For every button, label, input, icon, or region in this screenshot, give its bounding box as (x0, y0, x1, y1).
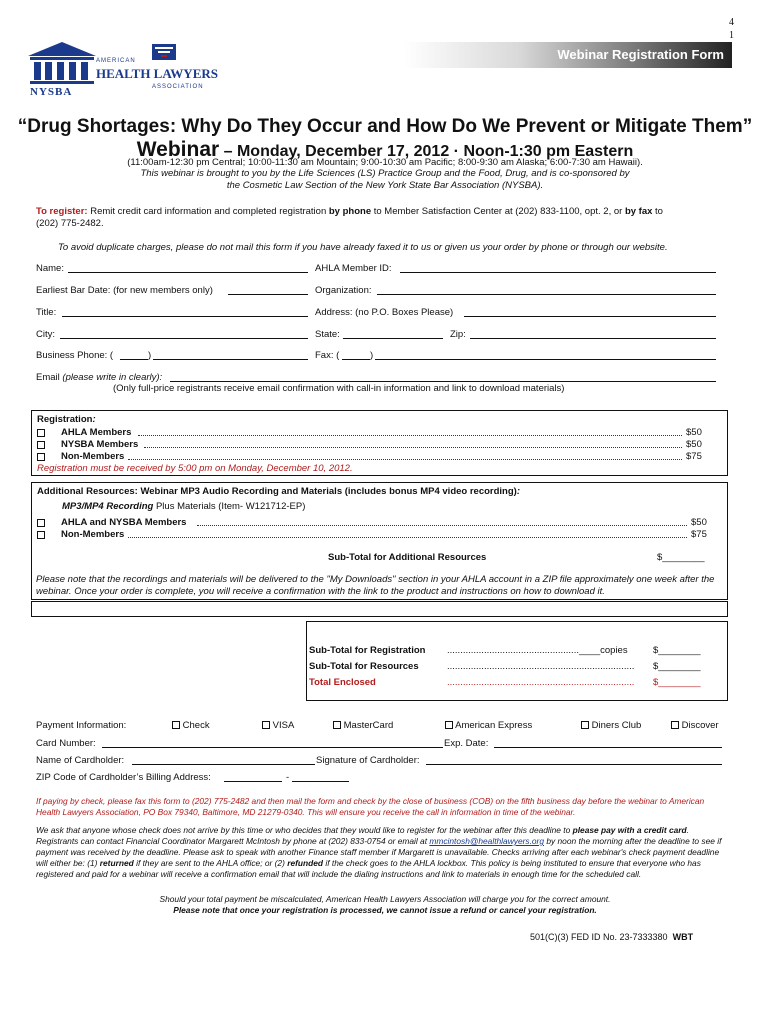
billing-zip-field[interactable] (224, 781, 282, 782)
spacer-box (31, 601, 728, 617)
amex-option-label: American Express (455, 720, 533, 731)
additional-resources-section (31, 482, 728, 600)
mastercard-option[interactable] (333, 720, 393, 731)
nysba-members-price: $50 (686, 439, 702, 450)
form-code: WBT (672, 932, 694, 942)
fed-id (530, 932, 693, 942)
ahla-members-checkbox[interactable] (37, 428, 45, 439)
dot-leader (197, 518, 687, 526)
policy-text-3: by noon the morning after the deadline to see if payment was received by the deadline. Please ask to speak with another Finance staff member if Margarett is unavailable. Checks arriving after each webinar's check payment deadline will either be: (1) (36, 836, 722, 868)
policy-returned: returned (99, 858, 134, 868)
duplicate-charge-warning: To avoid duplicate charges, please do not mail this form if you have already faxed it to us or given us your order by phone or through our website. (58, 242, 668, 253)
resources-subtotal-summary-label: Sub-Total for Resources (309, 661, 419, 672)
policy-text-5: if the check goes to the AHLA lockbox. This policy is being instituted to ensure that everyone who has registered and paid for a webinar will receive a confirmation email that will include the dialing instructions and link to materials in enough time for the scheduled call. (36, 858, 701, 879)
title-label: Title: (36, 307, 57, 318)
exp-date-label: Exp. Date: (444, 738, 489, 749)
non-members-price: $75 (686, 451, 702, 462)
dot-leader (128, 452, 682, 460)
card-number-field[interactable] (102, 747, 443, 748)
ahla-members-price: $50 (686, 427, 702, 438)
cardholder-field[interactable] (132, 764, 315, 765)
resources-subtotal-label: Sub-Total for Additional Resources (328, 552, 487, 563)
visa-option-label: VISA (272, 720, 295, 731)
fax-number-text: (202) 775-2482. (36, 218, 104, 229)
dot-leader (128, 530, 687, 538)
late-payment-policy (36, 825, 728, 880)
diners-option[interactable] (581, 720, 641, 731)
additional-heading-colon: : (516, 486, 520, 497)
registration-copies-field[interactable]: ..................................................____copies (447, 645, 628, 656)
visa-option[interactable] (262, 720, 294, 731)
email-field[interactable] (170, 381, 716, 382)
registration-heading-colon: : (92, 414, 96, 425)
sponsor-line-2: the Cosmetic Law Section of the New York State Bar Association (NYSBA). (226, 180, 544, 191)
email-label (36, 372, 162, 383)
fax-paren: ) (370, 350, 374, 361)
email-note: (please write in clearly): (62, 372, 163, 383)
nysba-wordmark: NYSBA (30, 86, 73, 98)
business-phone-paren: ) (148, 350, 152, 361)
additional-heading-text: Additional Resources: Webinar MP3 Audio Recording and Materials (includes bonus MP4 video recording) (37, 486, 517, 497)
ahla-nysba-members-price: $50 (691, 517, 707, 528)
member-id-label: AHLA Member ID: (315, 263, 392, 274)
ahla-word-american: AMERICAN (96, 58, 136, 64)
checkbox-icon (262, 721, 270, 729)
download-note: Please note that the recordings and materials will be delivered to the "My Downloads" section in your AHLA account in a ZIP file approximately one week after the webinar. Once your order is complete, you will receive a confirmation with the link to the product and instructions on how to download it. (36, 574, 715, 597)
registration-heading-text: Registration (37, 414, 93, 425)
sponsor-line-1: This webinar is brought to you by the Life Sciences (LS) Practice Group and the Food, Drug, and is co-sponsored by (140, 168, 630, 179)
dot-leader: ....................................................................... (447, 677, 635, 688)
signature-field[interactable] (426, 764, 722, 765)
nysba-building-icon (26, 40, 98, 86)
card-number-label: Card Number: (36, 738, 96, 749)
no-refund-note: Please note that once your registration is processed, we cannot issue a refund or cancel your registration. (173, 905, 597, 915)
business-phone-area-field[interactable] (120, 359, 148, 360)
address-label: Address: (no P.O. Boxes Please) (315, 307, 454, 318)
policy-text-2: . Registrants can contact Financial Coordinator Margarett McIntosh by phone at (202) 833-0754 or email at (36, 825, 689, 846)
amex-option[interactable] (445, 720, 532, 731)
resources-non-members-checkbox[interactable] (37, 530, 45, 541)
non-members-label: Non-Members (61, 451, 125, 462)
bar-date-field[interactable] (228, 294, 308, 295)
registration-deadline: Registration must be received by 5:00 pm on Monday, December 10, 2012. (37, 463, 353, 474)
billing-zip-dash: - (286, 772, 290, 783)
by-phone-text: by phone (328, 206, 372, 217)
ahla-word-association: ASSOCIATION (152, 84, 204, 90)
recording-item-bold: MP3/MP4 Recording (62, 501, 154, 512)
city-field[interactable] (60, 338, 308, 339)
email-info: (Only full-price registrants receive email confirmation with call-in information and link to download materials) (113, 383, 565, 394)
zip-label: Zip: (450, 329, 466, 340)
registration-subtotal-field[interactable]: $________ (653, 645, 701, 656)
payment-info-label: Payment Information: (36, 720, 127, 731)
page-number-bottom: 1 (729, 30, 734, 41)
sponsor-text (0, 168, 770, 192)
registration-instructions (36, 206, 736, 230)
city-label: City: (36, 329, 55, 340)
discover-option[interactable] (671, 720, 719, 731)
policy-refunded: refunded (287, 858, 324, 868)
fed-id-text: 501(C)(3) FED ID No. 23-7333380 (530, 932, 668, 942)
webinar-title: “Drug Shortages: Why Do They Occur and How Do We Prevent or Mitigate Them” (17, 116, 753, 137)
resources-subtotal-field[interactable]: $________ (657, 552, 705, 563)
dot-leader (144, 440, 682, 448)
billing-zip-label: ZIP Code of Cardholder’s Billing Address: (36, 772, 211, 783)
cardholder-label: Name of Cardholder: (36, 755, 125, 766)
diners-option-label: Diners Club (591, 720, 642, 731)
resources-subtotal-summary-field[interactable]: $________ (653, 661, 701, 672)
discover-option-label: Discover (681, 720, 719, 731)
organization-label: Organization: (315, 285, 372, 296)
fax-field[interactable] (375, 359, 716, 360)
policy-text-4: if they are sent to the AHLA office; or (2) (133, 858, 288, 868)
webinar-date-text: – Monday, December 17, 2012 · Noon-1:30 pm Eastern (219, 143, 634, 160)
nysba-members-label: NYSBA Members (61, 439, 139, 450)
name-label: Name: (36, 263, 64, 274)
resources-non-members-price: $75 (691, 529, 707, 540)
member-id-field[interactable] (400, 272, 716, 273)
checkbox-icon (445, 721, 453, 729)
state-label: State: (315, 329, 340, 340)
zip-field[interactable] (470, 338, 716, 339)
check-payment-note: If paying by check, please fax this form to (202) 775-2482 and then mail the form and check by the close of business (COB) on the fifth business day before the webinar to American Health Lawyers Association, PO Box 79340, Baltimore, MD 21279-0340. This will ensure you receive the call in information in time of the webinar. (36, 796, 705, 817)
by-fax-text: by fax (624, 206, 653, 217)
miscalculation-note: Should your total payment be miscalculated, American Health Lawyers Association will charge you for the correct amount. (159, 894, 611, 904)
recording-item-rest: Plus Materials (Item- W121712-EP) (153, 501, 306, 512)
ahla-word-health-lawyers: HEALTH LAWYERS (96, 66, 218, 81)
instr-text-1: Remit credit card information and completed registration (87, 206, 329, 217)
registration-heading (37, 414, 96, 425)
instr-text-2: to Member Satisfaction Center at (202) 833-1100, opt. 2, or (371, 206, 625, 217)
additional-heading (37, 486, 520, 497)
to-register-label: To register: (36, 206, 88, 217)
non-members-checkbox[interactable] (37, 452, 45, 463)
instr-text-3: to (652, 206, 663, 217)
dot-leader: ....................................................................... (447, 661, 635, 672)
checkbox-icon (581, 721, 589, 729)
total-enclosed-field[interactable]: $________ (653, 677, 701, 688)
registration-subtotal-label: Sub-Total for Registration (309, 645, 426, 656)
nysba-members-checkbox[interactable] (37, 440, 45, 451)
state-field[interactable] (343, 338, 443, 339)
banner-title: Webinar Registration Form (557, 47, 724, 62)
ahla-nysba-members-label: AHLA and NYSBA Members (61, 517, 187, 528)
webinar-word: Webinar (136, 138, 220, 161)
totals-section (306, 621, 728, 701)
dot-leader (138, 428, 682, 436)
ahla-members-label: AHLA Members (61, 427, 132, 438)
exp-date-field[interactable] (494, 747, 722, 748)
fax-label: Fax: ( (315, 350, 340, 361)
recording-item (62, 501, 305, 512)
checkbox-icon (172, 721, 180, 729)
page-number-top: 4 (729, 17, 734, 28)
checkbox-icon (333, 721, 341, 729)
business-phone-field[interactable] (153, 359, 308, 360)
email-label-text: Email (36, 372, 60, 383)
bar-date-label: Earliest Bar Date: (for new members only) (36, 285, 213, 296)
fax-area-field[interactable] (342, 359, 370, 360)
total-enclosed-label: Total Enclosed (309, 677, 376, 688)
check-option[interactable] (172, 720, 210, 731)
nysba-logo (26, 40, 98, 98)
form-banner (404, 42, 732, 68)
ahla-logo (96, 44, 226, 100)
organization-field[interactable] (377, 294, 716, 295)
contact-email-link[interactable]: mmcintosh@healthlawyers.org (429, 836, 545, 846)
resources-non-members-label: Non-Members (61, 529, 125, 540)
name-field[interactable] (68, 272, 308, 273)
ahla-nysba-members-checkbox[interactable] (37, 518, 45, 529)
policy-text-1: We ask that anyone whose check does not arrive by this time or who decides that they would like to register for the webinar after this deadline to (36, 825, 573, 835)
check-option-label: Check (182, 720, 210, 731)
policy-credit-card: please pay with a credit card (572, 825, 687, 835)
ahla-emblem-icon (152, 44, 176, 60)
signature-label: Signature of Cardholder: (316, 755, 420, 766)
address-field[interactable] (464, 316, 716, 317)
mastercard-option-label: MasterCard (343, 720, 394, 731)
billing-zip-ext-field[interactable] (292, 781, 349, 782)
checkbox-icon (671, 721, 679, 729)
time-zones: (11:00am-12:30 pm Central; 10:00-11:30 am Mountain; 9:00-10:30 am Pacific; 8:00-9:30 am Alaska; 6:00-7:30 am Hawaii). (127, 157, 643, 168)
business-phone-label: Business Phone: ( (36, 350, 114, 361)
registration-section (31, 410, 728, 476)
page-number (729, 16, 734, 42)
title-field[interactable] (62, 316, 308, 317)
